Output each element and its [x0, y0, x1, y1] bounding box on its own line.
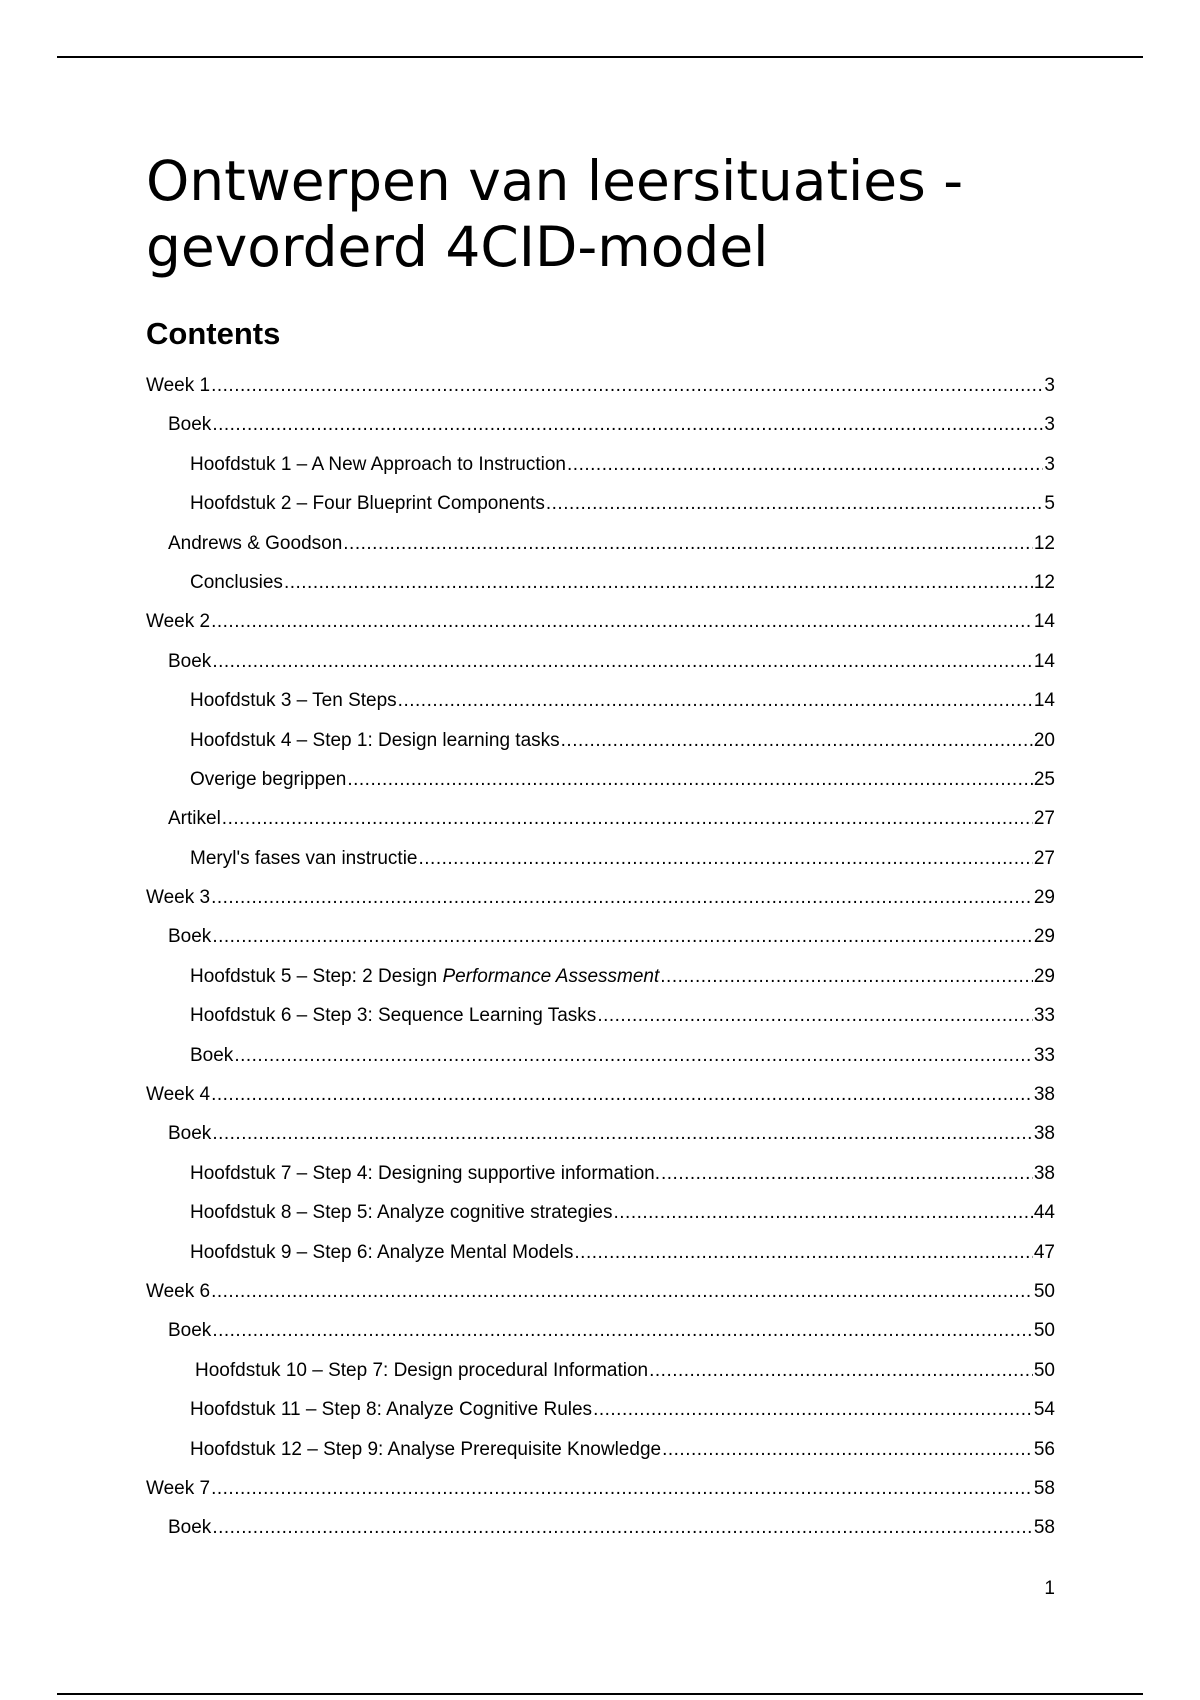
toc-dot-leader: [234, 1036, 1033, 1075]
toc-entry-title[interactable]: Boek: [168, 1320, 212, 1342]
toc-entry-page[interactable]: 54: [1033, 1399, 1055, 1421]
toc-entry[interactable]: [146, 563, 1055, 602]
toc-entry[interactable]: [146, 1430, 1055, 1469]
toc-entry[interactable]: [146, 1154, 1055, 1193]
toc-entry-title[interactable]: Hoofdstuk 12 – Step 9: Analyse Prerequisite Knowledge: [190, 1438, 662, 1460]
toc-entry-page[interactable]: 44: [1033, 1202, 1055, 1224]
toc-entry-page[interactable]: 50: [1033, 1320, 1055, 1342]
toc-dot-leader: [649, 1351, 1033, 1390]
toc-entry[interactable]: [146, 445, 1055, 484]
toc-entry-page[interactable]: 3: [1044, 453, 1055, 475]
toc-entry[interactable]: [146, 642, 1055, 681]
toc-entry-title[interactable]: Boek: [168, 926, 212, 948]
toc-dot-leader: [567, 445, 1043, 484]
toc-entry-title[interactable]: Hoofdstuk 8 – Step 5: Analyze cognitive strategies: [190, 1202, 613, 1224]
table-of-contents: [146, 366, 1055, 1548]
toc-entry-title[interactable]: Hoofdstuk 7 – Step 4: Designing supportive information.: [190, 1162, 660, 1184]
toc-entry-page[interactable]: 3: [1044, 375, 1055, 396]
toc-entry-title[interactable]: Boek: [168, 1123, 212, 1145]
page-number: 1: [1044, 1578, 1055, 1599]
toc-dot-leader: [211, 878, 1033, 917]
toc-entry-page[interactable]: 12: [1033, 532, 1055, 554]
toc-entry-title[interactable]: Week 1: [146, 375, 211, 396]
toc-dot-leader: [212, 917, 1033, 956]
toc-entry-title[interactable]: Week 7: [146, 1477, 211, 1499]
toc-entry-title[interactable]: Week 4: [146, 1084, 211, 1106]
toc-dot-leader: [284, 563, 1033, 602]
toc-dot-leader: [347, 760, 1033, 799]
toc-entry-title[interactable]: Boek: [190, 1044, 234, 1066]
toc-entry[interactable]: [146, 484, 1055, 523]
toc-entry-page[interactable]: 29: [1033, 926, 1055, 948]
header-rule: [57, 56, 1143, 58]
toc-entry-title[interactable]: Hoofdstuk 6 – Step 3: Sequence Learning Tasks: [190, 1005, 597, 1027]
toc-dot-leader: [661, 1154, 1033, 1193]
toc-dot-leader: [662, 1430, 1033, 1469]
toc-entry-page[interactable]: 29: [1033, 965, 1055, 987]
toc-dot-leader: [212, 1114, 1033, 1153]
toc-entry[interactable]: [146, 1193, 1055, 1232]
toc-entry[interactable]: [146, 799, 1055, 838]
toc-entry-page[interactable]: 58: [1033, 1517, 1055, 1539]
toc-entry-page[interactable]: 20: [1033, 729, 1055, 751]
toc-entry[interactable]: [146, 760, 1055, 799]
toc-entry[interactable]: [146, 1075, 1055, 1114]
toc-entry-title[interactable]: Hoofdstuk 2 – Four Blueprint Components: [190, 493, 545, 515]
toc-entry-page[interactable]: 50: [1033, 1280, 1055, 1302]
toc-entry-page[interactable]: 56: [1033, 1438, 1055, 1460]
toc-entry-page[interactable]: 3: [1044, 414, 1055, 436]
toc-dot-leader: [613, 1193, 1032, 1232]
toc-dot-leader: [660, 957, 1033, 996]
toc-dot-leader: [212, 1508, 1033, 1547]
toc-entry-title[interactable]: Hoofdstuk 4 – Step 1: Design learning tasks: [190, 729, 560, 751]
toc-entry[interactable]: [146, 524, 1055, 563]
toc-entry-title[interactable]: Hoofdstuk 5 – Step: 2 Design Performance Assessment: [190, 965, 660, 987]
toc-dot-leader: [418, 839, 1032, 878]
toc-entry[interactable]: [146, 602, 1055, 641]
toc-entry-page[interactable]: 5: [1044, 493, 1055, 515]
toc-entry[interactable]: [146, 917, 1055, 956]
toc-entry[interactable]: [146, 1114, 1055, 1153]
toc-entry-title[interactable]: Hoofdstuk 3 – Ten Steps: [190, 690, 397, 712]
toc-entry[interactable]: [146, 839, 1055, 878]
toc-entry[interactable]: [146, 1311, 1055, 1350]
toc-dot-leader: [593, 1390, 1033, 1429]
toc-entry-title[interactable]: Overige begrippen: [190, 768, 347, 790]
toc-entry[interactable]: [146, 1390, 1055, 1429]
toc-entry-page[interactable]: 27: [1033, 847, 1055, 869]
toc-entry[interactable]: [146, 996, 1055, 1035]
toc-entry-page[interactable]: 38: [1033, 1162, 1055, 1184]
footer-rule: [57, 1693, 1143, 1695]
toc-entry-title[interactable]: Hoofdstuk 1 – A New Approach to Instruction: [190, 453, 567, 475]
toc-entry-page[interactable]: 14: [1033, 650, 1055, 672]
toc-dot-leader: [211, 602, 1033, 641]
toc-entry[interactable]: [146, 681, 1055, 720]
toc-entry-page[interactable]: 25: [1033, 768, 1055, 790]
toc-entry[interactable]: [146, 1036, 1055, 1075]
toc-entry-title[interactable]: Boek: [168, 650, 212, 672]
toc-dot-leader: [211, 1075, 1033, 1114]
toc-entry[interactable]: [146, 1351, 1055, 1390]
toc-dot-leader: [212, 642, 1033, 681]
toc-entry[interactable]: [146, 878, 1055, 917]
toc-entry-title[interactable]: Boek: [168, 414, 212, 436]
toc-dot-leader: [212, 405, 1043, 444]
toc-entry[interactable]: [146, 405, 1055, 444]
page-content: [146, 148, 1055, 1548]
document-title-line2: gevorderd 4CID-model: [146, 215, 769, 279]
toc-dot-leader: [398, 681, 1033, 720]
toc-entry[interactable]: [146, 1233, 1055, 1272]
toc-entry-title[interactable]: Meryl's fases van instructie: [190, 847, 418, 869]
toc-dot-leader: [343, 524, 1033, 563]
toc-entry-title[interactable]: Boek: [168, 1517, 212, 1539]
toc-dot-leader: [211, 366, 1043, 405]
document-title-line1: Ontwerpen van leersituaties -: [146, 149, 964, 213]
toc-entry-title[interactable]: Week 3: [146, 887, 211, 909]
toc-entry[interactable]: [146, 366, 1055, 405]
toc-entry-page[interactable]: 58: [1033, 1477, 1055, 1499]
toc-dot-leader: [211, 1272, 1033, 1311]
toc-entry-title[interactable]: Conclusies: [190, 571, 283, 593]
toc-entry-title[interactable]: Andrews & Goodson: [168, 532, 343, 554]
toc-entry-title[interactable]: Hoofdstuk 11 – Step 8: Analyze Cognitive Rules: [190, 1399, 593, 1421]
toc-entry-page[interactable]: 33: [1033, 1044, 1055, 1066]
toc-entry[interactable]: [146, 721, 1055, 760]
toc-entry-page[interactable]: 12: [1033, 571, 1055, 593]
toc-dot-leader: [546, 484, 1044, 523]
toc-dot-leader: [597, 996, 1033, 1035]
toc-entry-title[interactable]: Week 2: [146, 611, 211, 633]
toc-entry[interactable]: [146, 1508, 1055, 1547]
document-title: [146, 148, 1055, 280]
toc-entry-page[interactable]: 38: [1033, 1123, 1055, 1145]
toc-heading: Contents: [146, 316, 281, 351]
toc-entry-title[interactable]: Artikel: [168, 808, 221, 830]
toc-dot-leader: [211, 1469, 1033, 1508]
toc-entry-page[interactable]: 38: [1033, 1084, 1055, 1106]
toc-entry-page[interactable]: 50: [1033, 1359, 1055, 1381]
toc-entry-page[interactable]: 14: [1033, 611, 1055, 633]
toc-dot-leader: [574, 1233, 1032, 1272]
toc-dot-leader: [222, 799, 1033, 838]
toc-entry-page[interactable]: 29: [1033, 887, 1055, 909]
toc-dot-leader: [561, 721, 1033, 760]
toc-entry-page[interactable]: 47: [1033, 1241, 1055, 1263]
toc-entry-title[interactable]: Week 6: [146, 1280, 211, 1302]
toc-dot-leader: [212, 1311, 1033, 1350]
toc-entry-title[interactable]: Hoofdstuk 10 – Step 7: Design procedural Information: [195, 1359, 649, 1381]
toc-entry-page[interactable]: 27: [1033, 808, 1055, 830]
toc-entry[interactable]: [146, 957, 1055, 996]
toc-entry-title[interactable]: Hoofdstuk 9 – Step 6: Analyze Mental Models: [190, 1241, 574, 1263]
toc-entry[interactable]: [146, 1272, 1055, 1311]
toc-entry-page[interactable]: 14: [1033, 690, 1055, 712]
toc-entry[interactable]: [146, 1469, 1055, 1508]
toc-entry-page[interactable]: 33: [1033, 1005, 1055, 1027]
